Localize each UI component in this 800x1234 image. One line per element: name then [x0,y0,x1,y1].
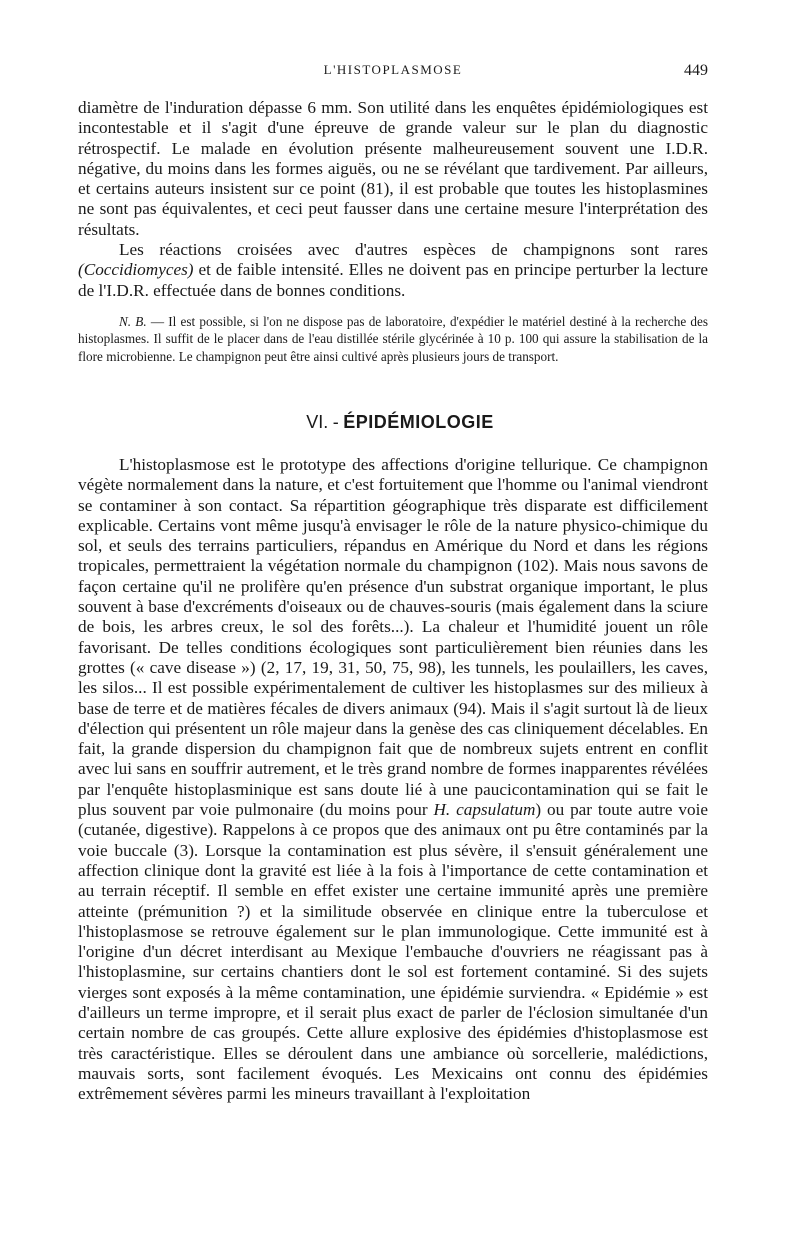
species-name: H. capsulatum [433,800,536,820]
paragraph-reactions-croisees [78,240,708,301]
section-title: ÉPIDÉMIOLOGIE [343,412,494,432]
note-label: N. B. [119,314,147,329]
paragraph-text: Les réactions croisées avec d'autres espèces de champignons sont rares [119,240,708,259]
running-title: L'HISTOPLASMOSE [323,62,463,77]
note-nb [78,313,708,365]
section-heading [0,412,800,433]
paragraph-epidemiologie [78,455,708,1105]
page-number: 449 [684,62,708,79]
section-number: VI. [306,412,329,432]
paragraph-text: et de faible intensité. Elles ne doivent pas en principe perturber la lecture de l'I.D.R. effectuée dans de bonnes conditions. [78,260,708,300]
running-head [78,62,708,86]
paragraph-text: ) ou par toute autre voie (cutanée, digestive). Rappelons à ce propos que des animaux ont pu être contaminés par la voie buccale (3). Lorsque la contamination est plus sévère, il s'ensuit généralement une affection clinique dont la gravité est liée à la fois à l'importance de cette contamination et au terrain réceptif. Il semble en effet exister une certaine immunité après une première atteinte (prémunition ?) et la similitude observée en clinique entre la tuberculose et l'histoplasmose se retrouve également sur le plan immunologique. Cette immunité est à l'origine d'un décret interdisant au Mexique l'embauche d'ouvriers ne réagissant pas à l'histoplasmine, sur certains chantiers dont le sol est fortement contaminé. Si des sujets vierges sont exposés à la même contamination, une épidémie surviendra. « Epidémie » est d'ailleurs un terme impropre, et il serait plus exact de parler de l'éclosion simultanée d'un certain nombre de cas groupés. Cette allure explosive des épidémies d'histoplasmose est très caractéristique. Elles se déroulent dans une ambiance où sorcellerie, malédictions, mauvais sorts, sont facilement évoqués. Les Mexicains ont connu des épidémies extrêmement sévères parmi les mineurs travaillant à l'exploitation [78,800,708,1104]
species-name: (Coccidiomyces) [78,260,194,280]
section-separator: - [332,412,339,432]
paragraph-text: L'histoplasmose est le prototype des affections d'origine tellurique. Ce champignon végète normalement dans la nature, et c'est fortuitement que l'homme ou l'animal viendront se contaminer à son contact. Sa répartition géographique très disparate est difficilement explicable. Certains vont même jusqu'à envisager le rôle de la nature physico-chimique du sol, et seuls des terrains particuliers, répandus en Amérique du Nord et dans les régions tropicales, permettraient la végétation normale du champignon (102). Mais nous savons de façon certaine qu'il ne prolifère qu'en présence d'un substrat organique important, le plus souvent à base d'excréments d'oiseaux ou de chauves-souris (mais également dans la sciure de bois, les arbres creux, le sol des forêts...). La chaleur et l'humidité jouent un rôle favorisant. De telles conditions écologiques sont particulièrement bien réunies dans les grottes (« cave disease ») (2, 17, 19, 31, 50, 75, 98), les tunnels, les poulaillers, les caves, les silos... Il est possible expérimentalement de cultiver les histoplasmes sur des milieux à base de terre et de matières fécales de divers animaux (94). Mais il s'agit surtout là de lieux d'élection qui présentent un rôle majeur dans la genèse des cas cliniquement décelables. En fait, la grande dispersion du champignon fait que de nombreux sujets entrent en conflit avec lui sans en souffrir autrement, et le très grand nombre de formes inapparentes révélées par l'enquête histoplasminique est sans doute lié à une paucicontamination qui se fait le plus souvent par voie pulmonaire (du moins pour [78,455,708,820]
paragraph-induration [78,98,708,240]
note-text: — Il est possible, si l'on ne dispose pas de laboratoire, d'expédier le matériel destiné à la recherche des histoplasmes. Il suffit de le placer dans de l'eau distillée stérile glycérinée à 10 p. 100 qui assure la stabilisation de la flore microbienne. Le champignon peut être ainsi cultivé après plusieurs jours de transport. [78,314,708,364]
paragraph-text: diamètre de l'induration dépasse 6 mm. Son utilité dans les enquêtes épidémiologiques est incontestable et il s'agit d'une épreuve de grande valeur sur le plan du diagnostic rétrospectif. Le malade en évolution présente malheureusement souvent une I.D.R. négative, du moins dans les formes aiguës, ou ne se révélant que tardivement. Par ailleurs, et certains auteurs insistent sur ce point (81), il est probable que toutes les histoplasmines ne sont pas équivalentes, et ceci peut fausser dans une certaine mesure l'interprétation des résultats. [78,98,708,239]
